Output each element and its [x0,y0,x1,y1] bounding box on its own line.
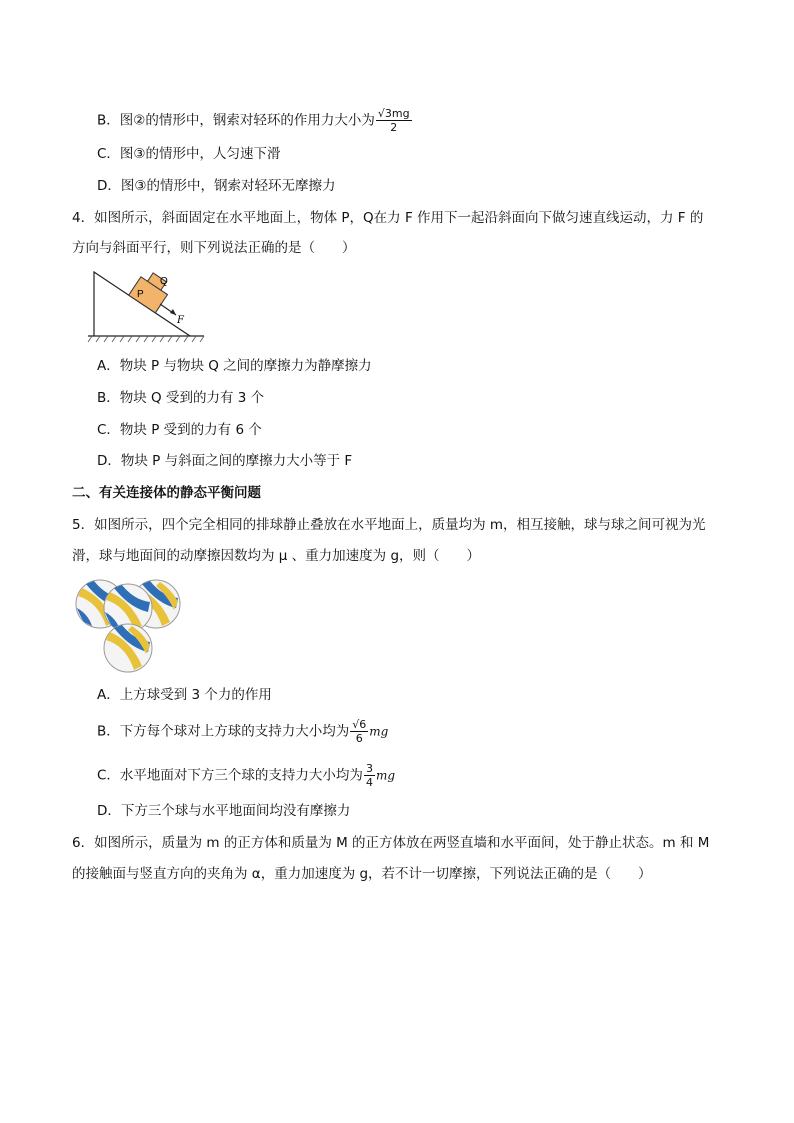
fraction-denominator: 6 [355,732,363,745]
label-p: P [137,289,144,300]
q4-option-a: A．物块 P 与物块 Q 之间的摩擦力为静摩擦力 [97,358,372,374]
label-q: Q [160,276,168,287]
q4-incline-figure [80,266,210,346]
fraction-denominator: 4 [365,776,373,789]
q4-option-b: B．物块 Q 受到的力有 3 个 [97,390,265,406]
q5-option-a: A．上方球受到 3 个力的作用 [97,687,272,703]
ground-hatching [88,336,204,342]
q4-option-d: D．物块 P 与斜面之间的摩擦力大小等于 F [97,453,353,469]
q3-option-b-text: B．图②的情形中，钢索对轻环的作用力大小为 [97,112,375,129]
fraction-numerator: √3mg [377,107,410,120]
q6-stem-line2: 的接触面与竖直方向的夹角为 α，重力加速度为 g，若不计一切摩擦，下列说法正确的是（ ） [72,866,652,882]
volleyball-front [104,624,152,672]
q3-option-c: C．图③的情形中，人匀速下滑 [97,146,281,162]
label-f: F [177,315,184,326]
section-heading: 二、有关连接体的静态平衡问题 [72,485,261,501]
q3-option-b [97,107,413,134]
volleyball-stack-figure [72,574,184,674]
force-f-arrowhead [170,309,176,315]
q5-option-c-fraction [364,762,375,789]
fraction-denominator: 2 [390,121,398,134]
q5-option-c-text: C．水平地面对下方三个球的支持力大小均为 [97,767,363,784]
q4-stem-line2: 方向与斜面平行，则下列说法正确的是（ ） [72,240,356,256]
q5-stem-line1: 5．如图所示，四个完全相同的排球静止叠放在水平地面上，质量均为 m，相互接触，球与球之间可视为光 [72,517,706,533]
q5-option-b-unit: mg [369,724,389,739]
q5-option-c-unit: mg [375,768,395,783]
q6-stem-line1: 6．如图所示，质量为 m 的正方体和质量为 M 的正方体放在两竖直墙和水平面间，处于静止状态。m 和 M [72,835,710,851]
fraction-numerator: 3 [365,762,373,775]
q4-option-c: C．物块 P 受到的力有 6 个 [97,422,262,438]
q5-option-d: D．下方三个球与水平地面间均没有摩擦力 [97,803,351,819]
q5-option-c [97,762,395,789]
fraction-numerator: √6 [352,718,367,731]
q5-option-b [97,718,388,745]
q5-option-b-fraction [350,718,368,745]
q5-stem-line2: 滑，球与地面间的动摩擦因数均为 μ 、重力加速度为 g，则（ ） [72,548,481,564]
q4-stem-line1: 4．如图所示，斜面固定在水平地面上，物体 P，Q在力 F 作用下一起沿斜面向下做匀速直线运动，力 F 的 [72,210,704,226]
q5-option-b-text: B．下方每个球对上方球的支持力大小均为 [97,723,350,740]
q3-option-b-fraction [376,107,412,134]
q3-option-d: D．图③的情形中，钢索对轻环无摩擦力 [97,178,336,194]
